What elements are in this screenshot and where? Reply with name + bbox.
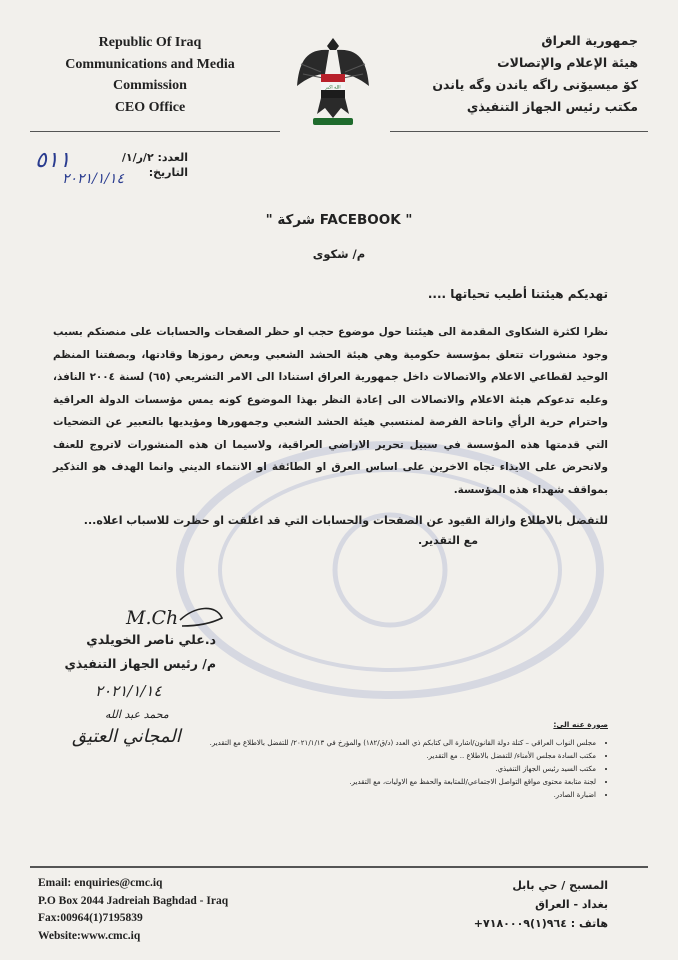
- footer-website: Website:www.cmc.iq: [38, 929, 141, 942]
- cc-item: • مكتب السادة مجلس الأمناء/ للتفضل بالاطلاع .. مع التقدير.: [188, 750, 596, 763]
- footer-ar-phone: هاتف : ٩٦٤(١)٧١٨٠٠٠٩+: [473, 917, 608, 930]
- handwritten-reference-date: ٢٠٢١/١/١٤: [62, 171, 125, 187]
- footer-ar-city: بغداد - العراق: [535, 898, 608, 911]
- cc-item: • مجلس النواب العراقي – كتلة دولة القانون/اشارة الى كتابكم ذي العدد (د/ق/١٨٢) والمؤرخ في ٢٠٢١/١/١٣/ للتفضل بالاطلاع مع التقدير.: [188, 737, 596, 750]
- header-en-line-3: Commission: [113, 78, 187, 93]
- reference-block: [122, 150, 188, 180]
- signer-name: د.علي ناصر الخويلدي: [86, 632, 216, 647]
- footer-rule: [30, 866, 648, 868]
- header-en-line-2: Communications and Media: [65, 56, 235, 72]
- handwritten-reference-number: ٥١١: [35, 148, 71, 173]
- closing-request: للتفضل بالاطلاع وازالة القيود عن الصفحات والحسابات التي قد اغلقت او حظرت للاسباب اعلاه...: [83, 514, 608, 527]
- cc-item: • اضبارة الصادر.: [188, 789, 596, 802]
- closing-block: [84, 511, 608, 551]
- closing-regards: مع التقدير.: [418, 534, 478, 547]
- header-rule-right: [390, 131, 648, 132]
- signer-block: [64, 628, 216, 676]
- header-ar-line-2: هيئة الإعلام والإتصالات: [497, 55, 638, 70]
- header-arabic: [398, 30, 638, 118]
- handwritten-signature-date: ٢٠٢١/١/١٤: [95, 682, 162, 700]
- emblem-text: الله اكبر: [325, 85, 341, 91]
- signer-title: م/ رئيس الجهاز التنفيذي: [64, 656, 216, 671]
- cc-item: • مكتب السيد رئيس الجهاز التنفيذي.: [188, 763, 596, 776]
- header-ar-line-1: جمهورية العراق: [541, 33, 638, 48]
- footer-english: [38, 875, 228, 945]
- footer-fax: Fax:00964(1)7195839: [38, 912, 143, 924]
- signature-scribble-text: M.Ch: [126, 607, 179, 629]
- body-paragraph: نظرا لكثرة الشكاوى المقدمة الى هيئتنا حول موضوع حجب او حظر الصفحات والحسابات على منصتكم بسبب وجود منشورات تتعلق بمؤسسة حكومية وهي هيئة الحشد الشعبي وبعض رموزها وقادتها، وبصفتنا المنظم الوحيد لقطاعي الاعلام والاتصالات داخل جمهورية العراق استنادا الى الامر التشريعي (٦٥) لسنة ٢٠٠٤ النافذ، وعليه تدعوكم هيئة الاعلام والاتصالات الى إعادة النظر بهذا الموضوع كونه يمس مؤسسات الدولة العراقية واحترام حرية الرأي واتاحة الفرصة لمنتسبي هيئة الحشد الشعبي وجمهورها ومؤيديها بالتعبير عن التضحيات التي قدمتها هذه المؤسسة في سبيل تحرير الاراضي العراقية، ولاسيما ان هذه المنشورات لاتروج للعنف ولاتحرض على الايذاء تجاه الاخرين على اساس العرق او الطائفة او الانتماء الديني وانما الهدف هو التذكير بمواقف شهداء هذه المؤسسة.: [53, 326, 608, 496]
- greeting: تهديكم هيئتنا أطيب تحياتها ....: [427, 287, 608, 301]
- reference-date: التاريخ:: [148, 166, 188, 179]
- header-rule-left: [30, 131, 280, 132]
- addressee: " شركة FACEBOOK ": [265, 212, 413, 228]
- footer-arabic: [474, 876, 608, 933]
- footer-email: Email: enquiries@cmc.iq: [38, 877, 163, 889]
- header-en-line-4: CEO Office: [114, 99, 186, 115]
- eagle-emblem-icon: [295, 34, 371, 134]
- handwritten-note-2: المجاني العتيق: [72, 726, 181, 747]
- header-english: [40, 32, 260, 118]
- header-ar-line-4: مكتب رئيس الجهاز التنفيذي: [466, 99, 638, 114]
- cc-title: صورة عنه الى:: [553, 720, 608, 729]
- cc-list: [188, 718, 608, 802]
- footer-ar-address: المسبح / حي بابل: [512, 879, 608, 892]
- subject: م/ شكوى: [312, 247, 366, 261]
- header-en-line-1: Republic Of Iraq: [98, 35, 202, 50]
- reference-number: العدد: ٢/ر/١/: [121, 151, 188, 164]
- handwritten-note-1: محمد عبد الله: [105, 708, 169, 721]
- footer-po-box: P.O Box 2044 Jadreiah Baghdad - Iraq: [38, 894, 229, 907]
- header-ar-line-3: كۆ میسیۆنی راگه یاندن وگه یاندن: [432, 77, 638, 92]
- cc-item: • لجنة متابعة محتوى مواقع التواصل الاجتماعي/للمتابعة والحفظ مع الاوليات، مع التقدير.: [188, 776, 596, 789]
